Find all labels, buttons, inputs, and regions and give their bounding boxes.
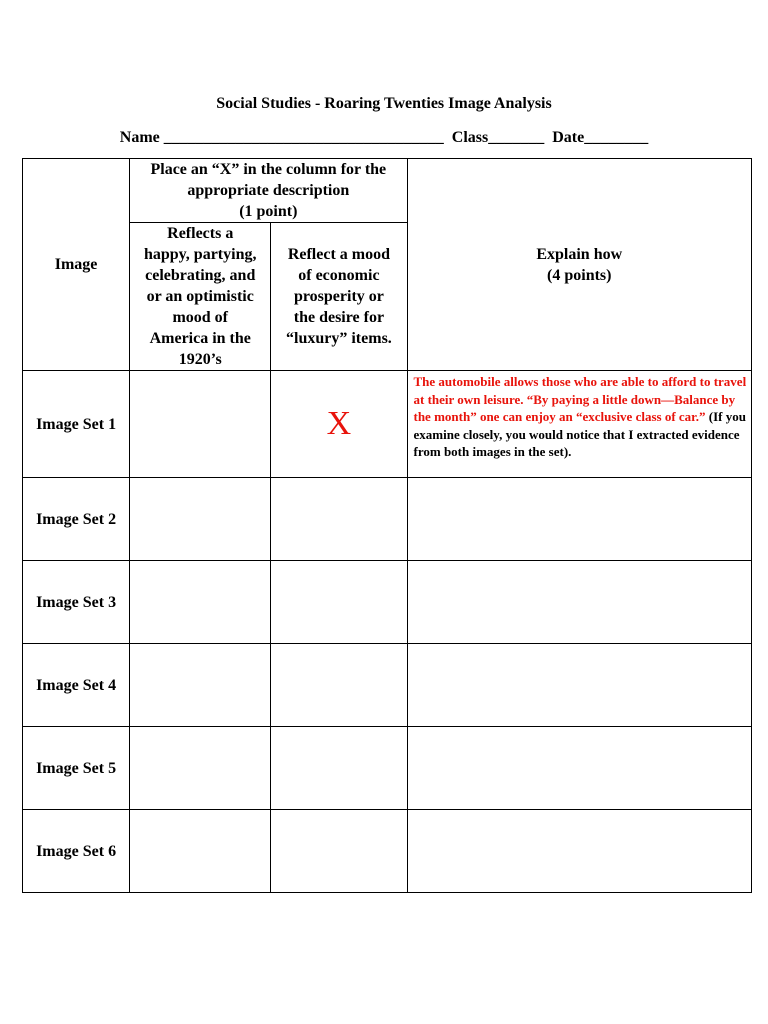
analysis-table	[22, 158, 752, 893]
table-header-row	[23, 159, 752, 223]
table-row	[23, 810, 752, 893]
image-set-label: Image Set 3	[23, 561, 130, 644]
prosperity-cell[interactable]	[271, 644, 407, 727]
page-title: Social Studies - Roaring Twenties Image Analysis	[216, 95, 552, 112]
image-set-label: Image Set 4	[23, 644, 130, 727]
prosperity-cell[interactable]	[271, 810, 407, 893]
happy-mood-column-header: Reflects a happy, partying, celebrating, and or an optimistic mood of America in the 1920’s	[130, 223, 271, 371]
explain-cell[interactable]	[407, 371, 752, 478]
prosperity-cell[interactable]	[271, 478, 407, 561]
prosperity-cell[interactable]	[271, 561, 407, 644]
happy-mood-cell[interactable]	[130, 561, 271, 644]
happy-mood-cell[interactable]	[130, 478, 271, 561]
prosperity-cell[interactable]	[271, 727, 407, 810]
happy-mood-cell[interactable]	[130, 727, 271, 810]
explain-column-header: Explain how (4 points)	[407, 159, 752, 371]
table-row	[23, 478, 752, 561]
prosperity-column-header: Reflect a mood of economic prosperity or the desire for “luxury” items.	[271, 223, 407, 371]
table-row	[23, 644, 752, 727]
x-mark: X	[326, 405, 352, 442]
image-set-label: Image Set 6	[23, 810, 130, 893]
description-group-header: Place an “X” in the column for the appropriate description (1 point)	[130, 159, 407, 223]
explain-cell[interactable]	[407, 561, 752, 644]
answer-text-red: The automobile allows those who are able to afford to travel at their own leisure. “By paying a little down—Balance by the month” one can enjoy an “exclusive class of car.”	[413, 374, 747, 424]
image-set-label: Image Set 1	[23, 371, 130, 478]
explain-cell[interactable]	[407, 727, 752, 810]
explain-cell[interactable]	[407, 810, 752, 893]
table-row	[23, 371, 752, 478]
image-set-label: Image Set 2	[23, 478, 130, 561]
table-row	[23, 727, 752, 810]
prosperity-cell[interactable]	[271, 371, 407, 478]
happy-mood-cell[interactable]	[130, 644, 271, 727]
explain-cell[interactable]	[407, 478, 752, 561]
explain-cell[interactable]	[407, 644, 752, 727]
happy-mood-cell[interactable]	[130, 810, 271, 893]
image-column-header: Image	[23, 159, 130, 371]
table-row	[23, 561, 752, 644]
happy-mood-cell[interactable]	[130, 371, 271, 478]
answer-text-black: (If you examine closely, you would notice that I extracted evidence from both images in the set).	[413, 409, 746, 459]
name-class-date-line[interactable]: Name ___________________________________ Class_______ Date________	[119, 129, 649, 146]
image-set-label: Image Set 5	[23, 727, 130, 810]
